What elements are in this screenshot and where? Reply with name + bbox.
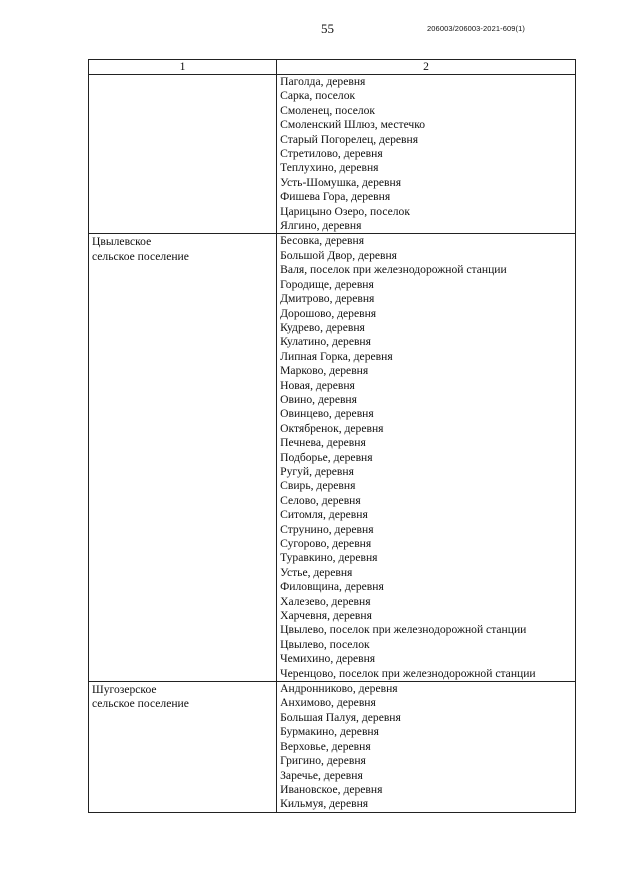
table-row bbox=[89, 75, 576, 234]
page-number: 55 bbox=[321, 21, 334, 36]
settlement-entry: Сугорово, деревня bbox=[280, 537, 372, 550]
settlement-entry: Туравкино, деревня bbox=[280, 551, 378, 565]
settlement-entry: Халезево, деревня bbox=[280, 594, 371, 608]
settlement-entry: Городище, деревня bbox=[280, 277, 374, 291]
district-name-line: сельское поселение bbox=[92, 249, 189, 263]
settlement-entry: Смоленский Шлюз, местечко bbox=[280, 118, 426, 132]
settlement-entry: Григино, деревня bbox=[280, 754, 366, 768]
settlement-entry: Большая Палуя, деревня bbox=[280, 710, 401, 724]
settlement-entry: Черенцово, поселок при железнодорожной станции bbox=[280, 666, 536, 680]
settlement-entry: Царицыно Озеро, поселок bbox=[280, 204, 410, 218]
document-code: 206003/206003-2021-609(1) bbox=[427, 24, 525, 33]
table-row bbox=[89, 234, 576, 682]
settlement-entry: Анхимово, деревня bbox=[280, 696, 376, 710]
settlement-entry: Чемихино, деревня bbox=[280, 652, 376, 666]
settlement-entry: Фишева Гора, деревня bbox=[280, 190, 391, 204]
column-header-2: 2 bbox=[277, 60, 576, 75]
places-cell bbox=[277, 75, 576, 234]
district-cell bbox=[89, 75, 277, 234]
settlement-entry: Овинцево, деревня bbox=[280, 407, 374, 421]
district-cell bbox=[89, 682, 277, 813]
settlement-entry: Свирь, деревня bbox=[280, 479, 356, 493]
settlement-entry: Ивановское, деревня bbox=[280, 782, 383, 796]
settlement-entry: Стретилово, деревня bbox=[280, 147, 383, 161]
settlement-entry: Селово, деревня bbox=[280, 493, 361, 507]
settlement-entry: Подборье, деревня bbox=[280, 450, 373, 464]
settlement-entry: Цвылево, поселок при железнодорожной станции bbox=[280, 623, 527, 637]
district-name-line: сельское поселение bbox=[92, 697, 189, 711]
settlements-table bbox=[88, 59, 576, 813]
district-name-line: Цвылевское bbox=[92, 235, 152, 249]
settlement-entry: Печнева, деревня bbox=[280, 436, 366, 450]
column-header-1: 1 bbox=[89, 60, 277, 75]
places-cell bbox=[277, 234, 576, 682]
settlement-entry: Овино, деревня bbox=[280, 392, 357, 406]
settlement-entry: Большой Двор, деревня bbox=[280, 248, 398, 262]
settlement-entry: Старый Погорелец, деревня bbox=[280, 132, 419, 146]
table-body bbox=[89, 75, 576, 813]
district-cell bbox=[89, 234, 277, 682]
settlement-entry: Цвылево, поселок bbox=[280, 637, 370, 651]
settlement-entry: Липная Горка, деревня bbox=[280, 349, 393, 363]
settlement-entry: Новая, деревня bbox=[280, 378, 355, 392]
settlement-entry: Дмитрово, деревня bbox=[280, 292, 375, 306]
settlement-entry: Устье, деревня bbox=[280, 565, 353, 579]
settlement-entry: Октябренок, деревня bbox=[280, 421, 384, 435]
settlement-entry: Смоленец, поселок bbox=[280, 103, 376, 117]
settlement-entry: Струнино, деревня bbox=[280, 522, 374, 536]
settlement-entry: Ялгино, деревня bbox=[280, 219, 362, 233]
settlement-entry: Кудрево, деревня bbox=[280, 320, 365, 334]
settlement-entry: Бесовка, деревня bbox=[280, 234, 365, 248]
settlement-entry: Теплухино, деревня bbox=[280, 161, 379, 175]
settlement-entry: Андронниково, деревня bbox=[280, 682, 398, 696]
settlement-entry: Заречье, деревня bbox=[280, 768, 363, 782]
settlement-entry: Паголда, деревня bbox=[280, 75, 366, 88]
settlement-entry: Дорошово, деревня bbox=[280, 306, 377, 320]
table-header-row bbox=[89, 60, 576, 75]
settlement-entry: Ругуй, деревня bbox=[280, 464, 354, 478]
settlement-entry: Усть-Шомушка, деревня bbox=[280, 175, 402, 189]
settlement-entry: Ситомля, деревня bbox=[280, 508, 368, 522]
places-cell bbox=[277, 682, 576, 813]
settlement-entry: Сарка, поселок bbox=[280, 89, 356, 103]
settlement-entry: Кильмуя, деревня bbox=[280, 797, 369, 811]
settlement-entry: Харчевня, деревня bbox=[280, 609, 372, 623]
settlement-entry: Верховье, деревня bbox=[280, 739, 371, 753]
settlement-entry: Кулатино, деревня bbox=[280, 335, 371, 349]
settlement-entry: Филовщина, деревня bbox=[280, 580, 384, 594]
settlement-entry: Валя, поселок при железнодорожной станции bbox=[280, 263, 507, 277]
district-name-line: Шугозерское bbox=[92, 683, 157, 697]
settlement-entry: Марково, деревня bbox=[280, 364, 369, 378]
table-row bbox=[89, 682, 576, 813]
settlement-entry: Бурмакино, деревня bbox=[280, 725, 379, 739]
